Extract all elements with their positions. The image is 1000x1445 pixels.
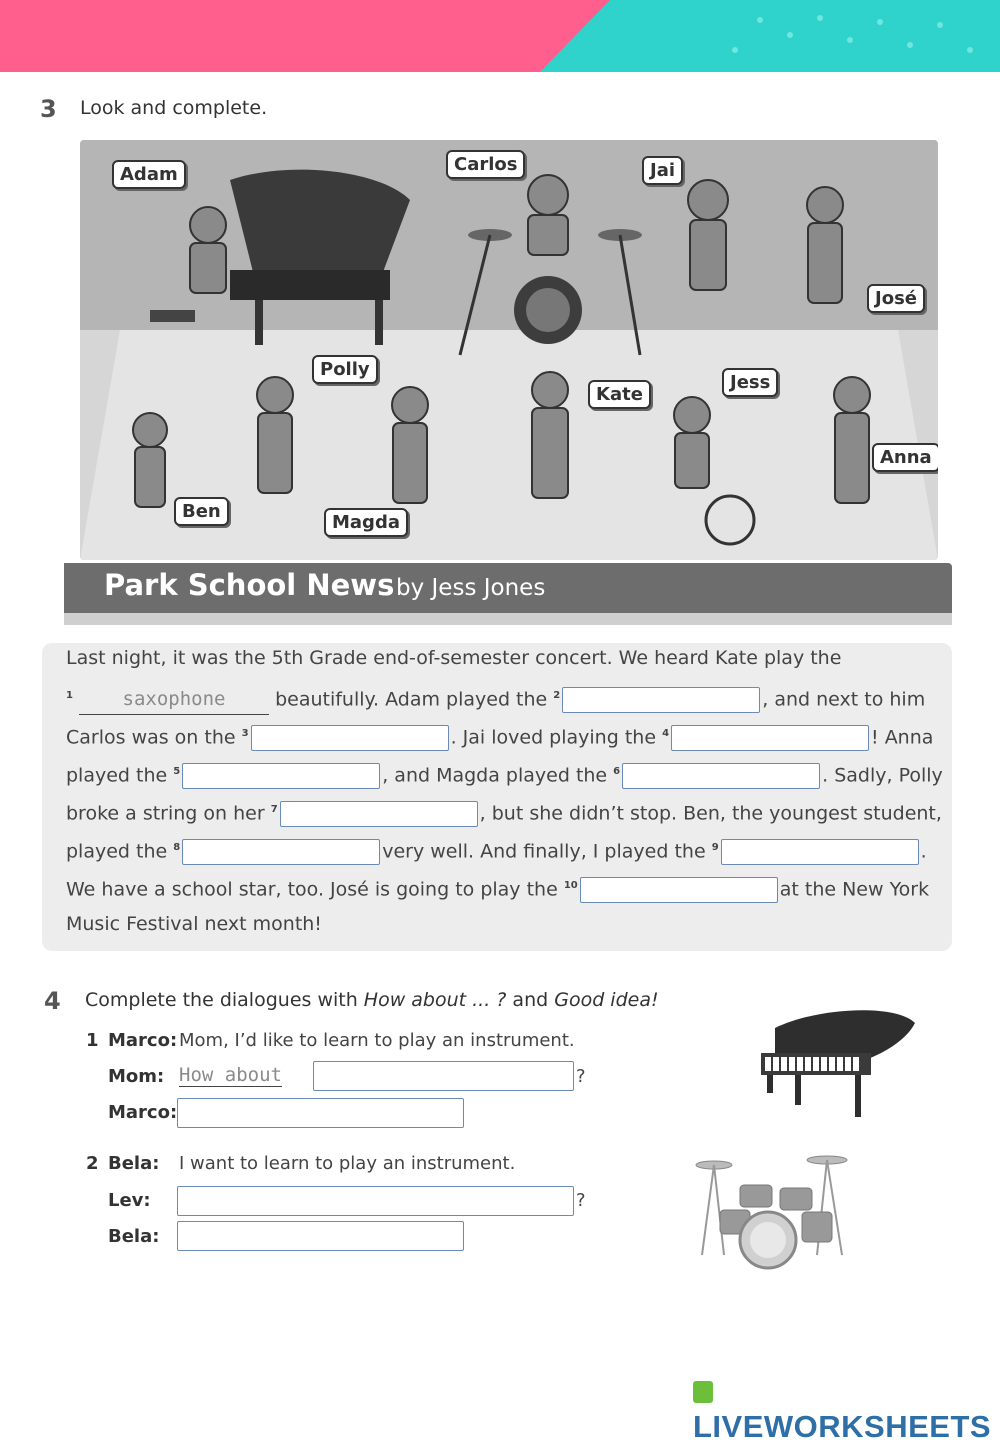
name-tag-ben: Ben <box>174 497 229 526</box>
answer-input-5[interactable] <box>182 763 380 789</box>
dialogue-1-speaker-marco-reply: Marco: <box>108 1102 178 1123</box>
story-text: Music Festival next month! <box>66 913 322 935</box>
story-text: broke a string on her <box>66 802 265 825</box>
story-line-1 <box>66 643 841 673</box>
name-tag-carlos: Carlos <box>446 150 525 179</box>
answer-input-7[interactable] <box>280 801 478 827</box>
grand-piano-icon <box>755 1003 920 1118</box>
news-banner-shadow <box>64 613 952 625</box>
liveworksheets-logo[interactable] <box>693 1373 1000 1445</box>
news-author: by Jess Jones <box>396 575 546 601</box>
exercise-4-number: 4 <box>44 987 61 1015</box>
story-text: very well. And finally, I played the <box>382 840 706 863</box>
story-text: . Jai loved playing the <box>450 726 657 749</box>
dialogue-2-speaker-lev: Lev: <box>108 1190 151 1211</box>
story-text: , but she didn’t stop. Ben, the youngest student, <box>479 802 942 825</box>
dialogue-1-speaker-marco: Marco: <box>108 1030 178 1051</box>
dialogue-1-marco-input[interactable] <box>177 1098 464 1128</box>
dialogue-2-lev-input[interactable] <box>177 1186 574 1216</box>
story-text: , and next to him <box>762 688 926 711</box>
dialogue-1-example: How about <box>179 1064 282 1086</box>
story-text: . <box>920 840 927 863</box>
story-text: We have a school star, too. José is going to play the <box>66 878 558 901</box>
answer-input-4[interactable] <box>671 725 869 751</box>
exercise-4-instruction <box>85 989 659 1011</box>
dialogue-1-speaker-mom: Mom: <box>108 1066 165 1087</box>
exercise-3-number: 3 <box>40 95 57 123</box>
answer-input-10[interactable] <box>580 877 778 903</box>
instruction-how-about: How about ... ? <box>363 989 507 1011</box>
name-tag-jess: Jess <box>722 368 778 397</box>
story-line-4 <box>66 757 943 787</box>
answer-input-8[interactable] <box>182 839 380 865</box>
blank-number-9: 9 <box>711 842 719 853</box>
story-line-8 <box>66 909 322 939</box>
story-line-5 <box>66 795 942 825</box>
instruction-good-idea: Good idea! <box>554 989 659 1011</box>
story-line-2 <box>66 681 925 711</box>
blank-number-7: 7 <box>270 804 278 815</box>
instruction-text: Complete the dialogues with <box>85 989 364 1011</box>
logo-text: LIVEWORKSHEETS <box>693 1409 992 1444</box>
blank-number-8: 8 <box>173 842 181 853</box>
dialogue-2-number: 2 <box>86 1153 99 1174</box>
blank-number-4: 4 <box>662 728 670 739</box>
logo-badge-icon <box>693 1381 713 1403</box>
story-text: played the <box>66 764 168 787</box>
story-text: played the <box>66 840 168 863</box>
news-title: Park School News <box>104 568 395 602</box>
dialogue-2-bela-input[interactable] <box>177 1221 464 1251</box>
exercise-3-instruction: Look and complete. <box>80 97 268 119</box>
story-text: beautifully. Adam played the <box>275 688 548 711</box>
story-line-7 <box>66 871 929 901</box>
story-text: at the New York <box>779 878 930 901</box>
blank-number-5: 5 <box>173 766 181 777</box>
story-text: Carlos was on the <box>66 726 236 749</box>
question-mark: ? <box>576 1190 586 1211</box>
blank-number-1: 1 <box>66 690 73 701</box>
example-answer-saxophone: saxophone <box>79 684 269 715</box>
answer-input-6[interactable] <box>622 763 820 789</box>
question-mark: ? <box>576 1066 586 1087</box>
drum-kit-picture-icon <box>692 1150 862 1275</box>
story-line-3 <box>66 719 933 749</box>
name-tag-magda: Magda <box>324 508 408 537</box>
story-text: ! Anna <box>871 726 934 749</box>
blank-number-10: 10 <box>563 880 578 891</box>
name-tag-kate: Kate <box>588 380 651 409</box>
dialogue-1-mom-input[interactable] <box>313 1061 574 1091</box>
dialogue-2-speaker-bela-reply: Bela: <box>108 1226 160 1247</box>
blank-number-6: 6 <box>613 766 621 777</box>
blank-number-2: 2 <box>553 690 561 701</box>
answer-input-3[interactable] <box>251 725 449 751</box>
header-teal-stripe <box>0 0 1000 72</box>
blank-number-3: 3 <box>241 728 249 739</box>
name-tag-jose: José <box>867 284 925 313</box>
story-text: Last night, it was the 5th Grade end-of-semester concert. We heard Kate play the <box>66 647 842 669</box>
answer-input-9[interactable] <box>721 839 919 865</box>
story-text: . Sadly, Polly <box>822 764 943 787</box>
name-tag-jai: Jai <box>642 156 683 185</box>
story-text: , and Magda played the <box>382 764 608 787</box>
instruction-text: and <box>506 989 555 1011</box>
answer-input-2[interactable] <box>562 687 760 713</box>
name-tag-polly: Polly <box>312 355 378 384</box>
story-line-6 <box>66 833 927 863</box>
dialogue-1-number: 1 <box>86 1030 99 1051</box>
dialogue-1-line: Mom, I’d like to learn to play an instrument. <box>179 1030 575 1051</box>
dialogue-2-speaker-bela: Bela: <box>108 1153 160 1174</box>
name-tag-anna: Anna <box>872 443 938 472</box>
concert-illustration <box>80 140 938 560</box>
name-tag-adam: Adam <box>112 160 186 189</box>
dialogue-2-line: I want to learn to play an instrument. <box>179 1153 516 1174</box>
